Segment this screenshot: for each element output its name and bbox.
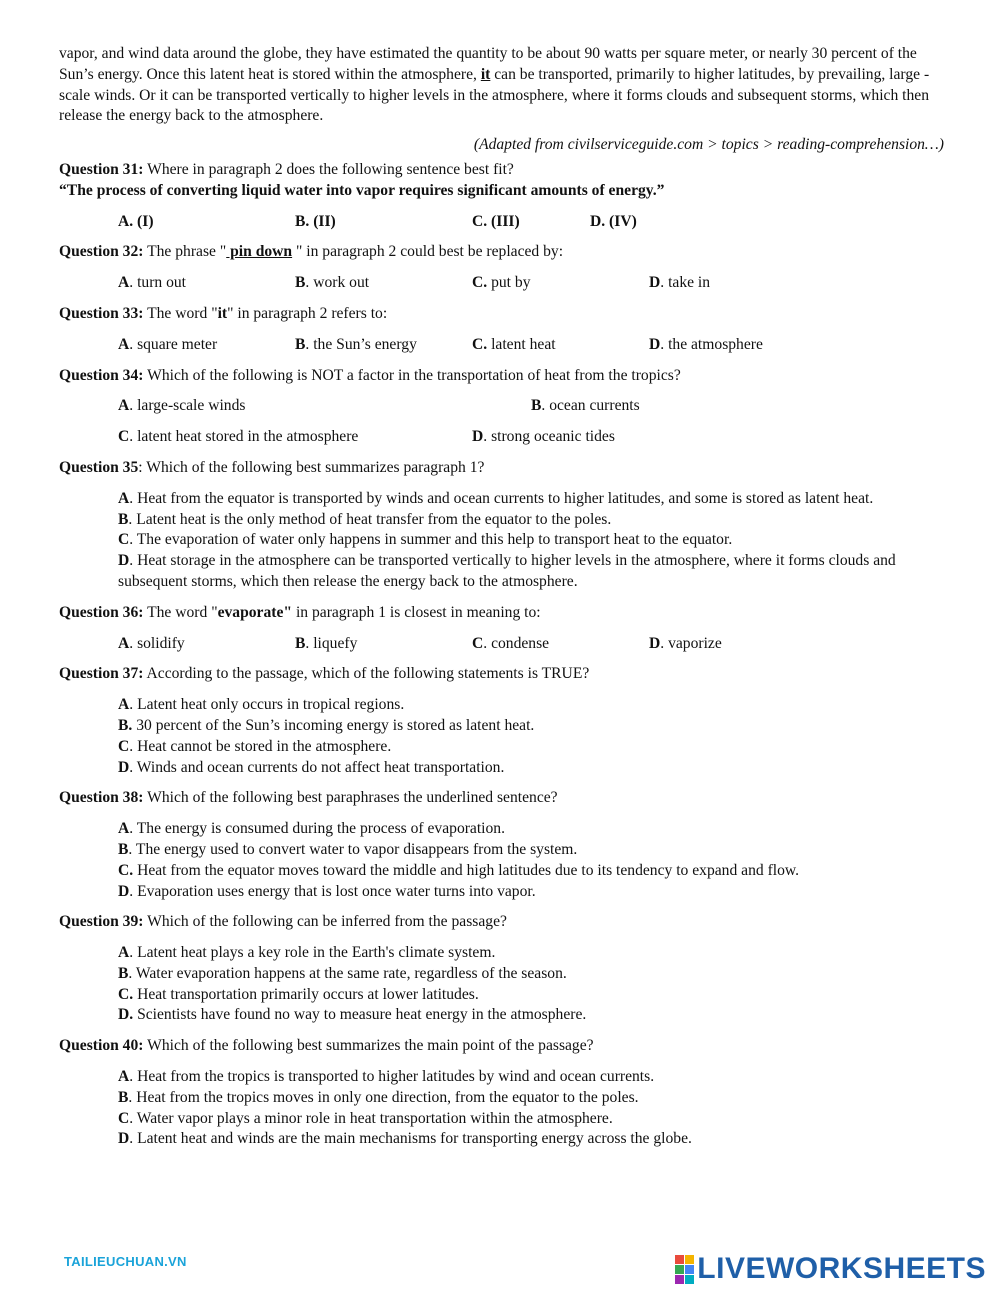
option-letter: D — [472, 428, 484, 446]
option-text: . Latent heat only occurs in tropical regions. — [129, 696, 405, 714]
option-c[interactable] — [472, 335, 649, 356]
question-36 — [59, 603, 944, 624]
option-b[interactable] — [295, 273, 472, 294]
question-35-options — [118, 489, 944, 593]
passage-paragraph — [59, 44, 944, 127]
option-letter: D — [118, 882, 130, 900]
question-32 — [59, 242, 944, 263]
question-32-options — [118, 273, 944, 294]
question-label: Question 37: — [59, 665, 144, 683]
option-letter: D — [118, 552, 130, 570]
option-letter: C — [118, 1109, 130, 1127]
option-b[interactable] — [118, 510, 944, 531]
passage-text: can be transported, primarily to higher latitudes, by prevailing, large - scale winds. Or it can be transported vertically to higher levels in the atmosphere, where it forms clouds and subsequent storms, which then release the energy back to the atmosphere. — [59, 65, 930, 125]
option-d[interactable] — [649, 273, 826, 294]
option-text: . ocean currents — [541, 397, 640, 415]
liveworksheets-logo[interactable] — [675, 1252, 986, 1286]
option-text: 30 percent of the Sun’s incoming energy is stored as latent heat. — [132, 716, 535, 734]
option-letter: B — [118, 840, 129, 858]
option-text: . Latent heat plays a key role in the Earth's climate system. — [129, 944, 496, 962]
tailieuchuan-text: TAILIEUCHUAN.VN — [64, 1254, 187, 1269]
question-40 — [59, 1036, 944, 1057]
option-text: . take in — [660, 274, 711, 292]
option-a[interactable]: A. (I) — [118, 212, 154, 230]
option-text: . vaporize — [660, 634, 722, 652]
question-text: Which of the following best paraphrases the underlined sentence? — [143, 789, 558, 807]
option-a[interactable] — [118, 634, 295, 655]
option-text: . Heat storage in the atmosphere can be transported vertically to higher levels in the atmosphere, where it forms clouds and subsequent storms, which then release the energy back to the atmosphere. — [118, 552, 896, 590]
option-letter: A — [118, 335, 130, 353]
question-36-options — [118, 634, 944, 655]
option-d[interactable] — [118, 1129, 944, 1150]
question-label: Question 31: — [59, 160, 144, 178]
option-d[interactable] — [472, 427, 615, 448]
option-d[interactable] — [649, 634, 826, 655]
question-label: Question 40: — [59, 1037, 144, 1055]
option-letter: A — [118, 397, 130, 415]
option-text: . strong oceanic tides — [483, 428, 615, 446]
option-text: . Water evaporation happens at the same rate, regardless of the season. — [128, 964, 567, 982]
question-35 — [59, 458, 944, 479]
source-citation: (Adapted from civilserviceguide.com > topics > reading-comprehension…) — [473, 136, 944, 154]
option-letter: B — [295, 274, 306, 292]
option-d[interactable] — [118, 1005, 944, 1026]
option-b[interactable] — [531, 396, 640, 417]
question-label: Question 34: — [59, 366, 144, 384]
option-letter: B — [295, 335, 306, 353]
target-word: it — [217, 304, 228, 322]
question-text: The word " — [143, 304, 218, 322]
question-label: Question 39: — [59, 913, 144, 931]
option-letter: C — [118, 428, 130, 446]
option-letter: B — [118, 510, 129, 528]
option-letter: B — [531, 397, 542, 415]
option-letter: D — [649, 335, 661, 353]
option-letter: B — [118, 964, 129, 982]
option-d[interactable] — [118, 882, 944, 903]
option-d[interactable] — [118, 758, 944, 779]
option-letter: D — [118, 1130, 130, 1148]
question-31-options — [118, 212, 944, 233]
option-b[interactable] — [118, 840, 944, 861]
option-letter: A — [118, 944, 130, 962]
option-letter: D — [649, 634, 661, 652]
option-d[interactable]: D. (IV) — [590, 212, 637, 230]
option-d[interactable] — [649, 335, 826, 356]
question-text: : Which of the following best summarizes paragraph 1? — [138, 458, 485, 476]
option-c[interactable] — [118, 985, 944, 1006]
option-text: . square meter — [129, 335, 218, 353]
liveworksheets-text: LIVEWORKSHEETS — [697, 1252, 986, 1285]
option-b[interactable] — [295, 634, 472, 655]
question-31 — [59, 160, 944, 181]
question-34-options-row1 — [118, 396, 944, 417]
option-c[interactable] — [118, 861, 944, 882]
option-text: . Latent heat and winds are the main mechanisms for transporting energy across the globe. — [129, 1130, 692, 1148]
question-text: The word " — [143, 603, 218, 621]
question-text: Where in paragraph 2 does the following sentence best fit? — [143, 160, 514, 178]
question-37-options — [118, 695, 944, 778]
option-letter: C. — [118, 861, 134, 879]
option-text: . Heat cannot be stored in the atmosphere. — [129, 737, 392, 755]
option-letter: A — [118, 820, 130, 838]
question-38 — [59, 788, 944, 809]
question-text: " in paragraph 2 refers to: — [227, 304, 388, 322]
question-label: Question 35 — [59, 458, 139, 476]
question-label: Question 33: — [59, 304, 144, 322]
question-33 — [59, 304, 944, 325]
option-text: . work out — [305, 274, 370, 292]
option-text: . Latent heat is the only method of heat transfer from the equator to the poles. — [128, 510, 612, 528]
option-text: latent heat — [487, 335, 556, 353]
option-letter: B. — [118, 716, 133, 734]
option-a[interactable] — [118, 943, 944, 964]
option-letter: A — [118, 1068, 130, 1086]
option-letter: C — [118, 531, 130, 549]
underlined-phrase: pin down — [226, 243, 293, 261]
option-letter: A — [118, 489, 130, 507]
question-text: Which of the following can be inferred from the passage? — [143, 913, 507, 931]
option-text: . Evaporation uses energy that is lost once water turns into vapor. — [129, 882, 536, 900]
question-label: Question 38: — [59, 789, 144, 807]
option-a[interactable] — [118, 695, 944, 716]
option-text: . the atmosphere — [660, 335, 763, 353]
passage-text: vapor, and wind data around the globe, they have estimated the quantity to be about 90 watts per square meter, or nearly 30 percent of the Sun’s energy. Once this latent heat is stored within the atmosphere, — [59, 45, 917, 83]
option-c[interactable] — [118, 1109, 944, 1130]
option-a[interactable] — [118, 489, 944, 510]
question-34-options-row2 — [118, 427, 944, 448]
underlined-it: it — [480, 65, 491, 83]
option-letter: B — [118, 1088, 129, 1106]
question-label: Question 36: — [59, 603, 144, 621]
question-text: in paragraph 1 is closest in meaning to: — [292, 603, 541, 621]
option-text: . The energy is consumed during the process of evaporation. — [129, 820, 506, 838]
question-text: According to the passage, which of the following statements is TRUE? — [143, 665, 590, 683]
question-text: " in paragraph 2 could best be replaced by: — [292, 243, 564, 261]
option-c[interactable] — [118, 530, 944, 551]
option-text: . liquefy — [305, 634, 358, 652]
option-text: put by — [487, 274, 531, 292]
option-text: . Heat from the tropics is transported to higher latitudes by wind and ocean currents. — [129, 1068, 655, 1086]
question-39-options — [118, 943, 944, 1026]
option-letter: B — [295, 634, 306, 652]
option-letter: A — [118, 274, 130, 292]
option-a[interactable] — [118, 273, 295, 294]
question-40-options — [118, 1067, 944, 1150]
option-text: Heat transportation primarily occurs at lower latitudes. — [133, 985, 479, 1003]
option-text: . Heat from the equator is transported by winds and ocean currents to higher latitudes, and some is stored as latent heat. — [129, 489, 874, 507]
option-b[interactable] — [118, 964, 944, 985]
option-letter: C. — [118, 985, 134, 1003]
option-letter: C — [118, 737, 130, 755]
option-c[interactable]: C. (III) — [472, 212, 520, 230]
option-text: . condense — [483, 634, 550, 652]
option-a[interactable] — [118, 396, 531, 417]
option-text: . solidify — [129, 634, 185, 652]
question-38-options — [118, 819, 944, 902]
option-text: . large-scale winds — [129, 397, 246, 415]
option-letter: C. — [472, 274, 488, 292]
option-c[interactable] — [472, 634, 649, 655]
option-text: . The evaporation of water only happens in summer and this help to transport heat to the equator. — [129, 531, 733, 549]
question-31-statement: “The process of converting liquid water into vapor requires significant amounts of energy.” — [59, 181, 665, 199]
option-b[interactable] — [118, 716, 944, 737]
question-text: The phrase " — [143, 243, 227, 261]
tailieuchuan-logo[interactable] — [64, 1254, 187, 1269]
liveworksheets-icon — [675, 1255, 694, 1284]
option-text: Scientists have found no way to measure heat energy in the atmosphere. — [133, 1006, 587, 1024]
option-a[interactable] — [118, 1067, 944, 1088]
option-a[interactable] — [118, 335, 295, 356]
option-letter: A — [118, 696, 130, 714]
worksheet-page — [59, 44, 944, 1150]
option-text: . the Sun’s energy — [305, 335, 417, 353]
option-letter: D. — [118, 1006, 134, 1024]
option-text: . Water vapor plays a minor role in heat transportation within the atmosphere. — [129, 1109, 613, 1127]
option-letter: C. — [472, 335, 488, 353]
question-33-options — [118, 335, 944, 356]
option-c[interactable] — [118, 737, 944, 758]
option-letter: A — [118, 634, 130, 652]
option-c[interactable] — [118, 427, 472, 448]
option-text: . turn out — [129, 274, 187, 292]
question-text: Which of the following is NOT a factor in the transportation of heat from the tropics? — [143, 366, 681, 384]
target-word: evaporate" — [217, 603, 293, 621]
option-letter: D — [118, 758, 130, 776]
option-d[interactable] — [118, 551, 944, 593]
question-label: Question 32: — [59, 243, 144, 261]
question-39 — [59, 912, 944, 933]
option-text: . Winds and ocean currents do not affect heat transportation. — [129, 758, 505, 776]
option-b[interactable] — [118, 1088, 944, 1109]
question-34 — [59, 366, 944, 387]
option-text: . Heat from the tropics moves in only one direction, from the equator to the poles. — [128, 1088, 639, 1106]
option-letter: D — [649, 274, 661, 292]
option-text: . latent heat stored in the atmosphere — [129, 428, 359, 446]
option-b[interactable]: B. (II) — [295, 212, 336, 230]
option-text: . The energy used to convert water to vapor disappears from the system. — [128, 840, 578, 858]
question-text: Which of the following best summarizes the main point of the passage? — [143, 1037, 594, 1055]
option-b[interactable] — [295, 335, 472, 356]
question-37 — [59, 664, 944, 685]
option-text: Heat from the equator moves toward the middle and high latitudes due to its tendency to expand and flow. — [133, 861, 800, 879]
option-letter: C — [472, 634, 484, 652]
option-c[interactable] — [472, 273, 649, 294]
option-a[interactable] — [118, 819, 944, 840]
